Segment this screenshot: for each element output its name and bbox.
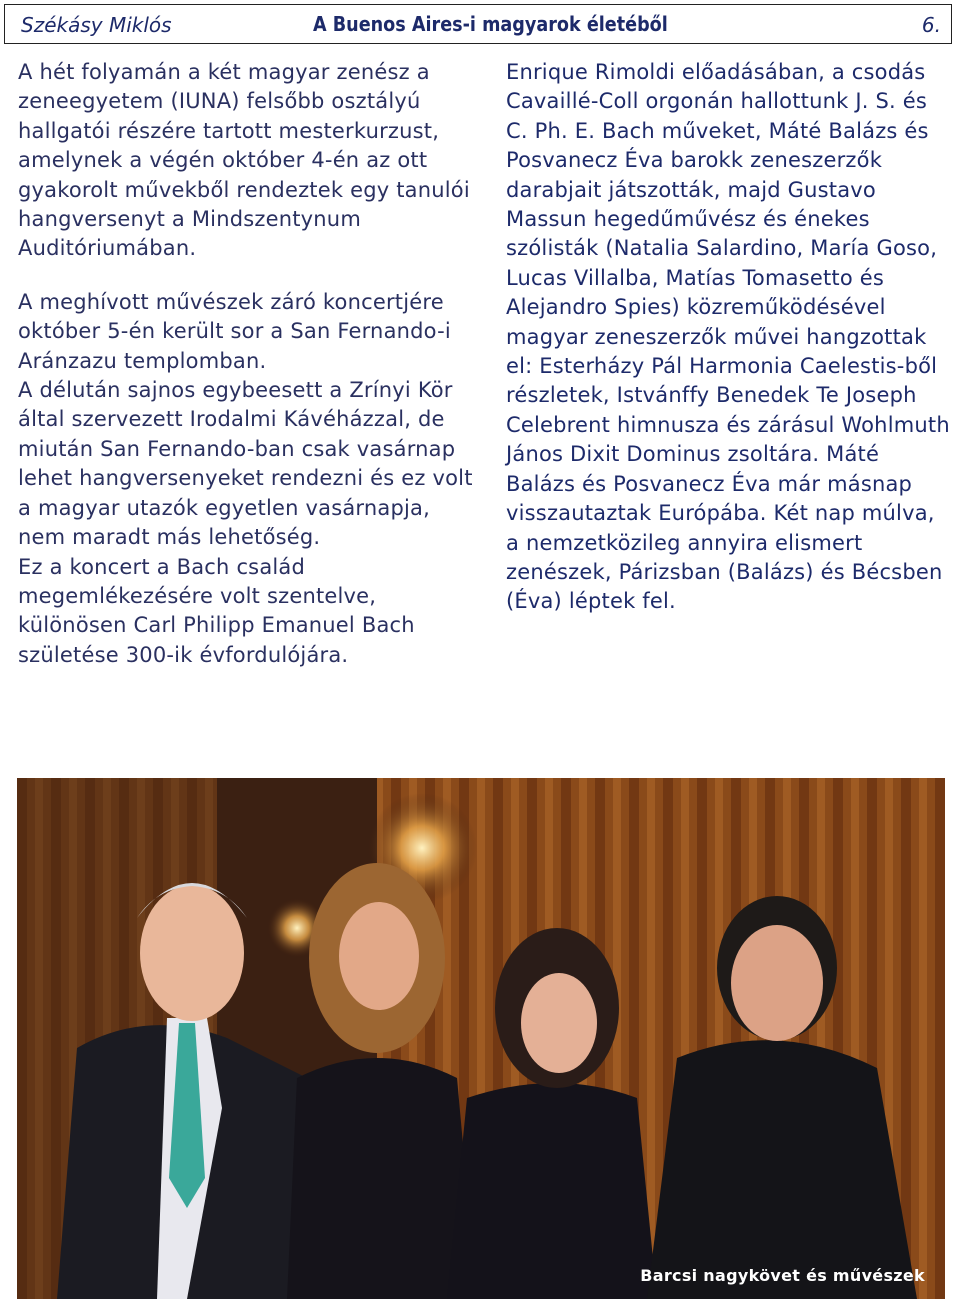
paragraph-4: Ez a koncert a Bach család megemlékezésére volt szentelve, különösen Carl Philipp Emanuel Bach születése 300-ik évfordulójára. xyxy=(18,554,415,667)
page-number: 6. xyxy=(921,13,941,37)
paragraph-5: Enrique Rimoldi előadásában, a csodás Cavaillé-Coll orgonán hallottunk J. S. és C. Ph. E. Bach műveket, Máté Balázs és Posvanecz Éva barokk zeneszerzők darabjait játszották, majd Gustavo Massun hegedűművész és énekes szólisták (Natalia Salardino, María Goso, Lucas Villalba, Matías Tomasetto és Alejandro Spies) közreműködésével magyar zeneszerzők művei hangzottak el: Esterházy Pál Harmonia Caelestis-ből részletek, Istvánffy Benedek Te Joseph Celebrent himnusza és zárásul Wohlmuth János Dixit Dominus zsoltára. Máté Balázs és Posvanecz Éva már másnap visszautaztak Európába. Két nap múlva, a nemzetközileg annyira elismert zenészek, Párizsban (Balázs) és Bécsben (Éva) léptek fel. xyxy=(506,60,950,614)
page-header xyxy=(4,4,952,44)
right-column xyxy=(506,58,954,617)
group-photo xyxy=(17,778,945,1299)
photo-illustration xyxy=(17,778,945,1299)
author-name: Székásy Miklós xyxy=(21,13,172,37)
left-column xyxy=(18,58,483,670)
paragraph-1: A hét folyamán a két magyar zenész a zeneegyetem (IUNA) felsőbb osztályú hallgatói részére tartott mesterkurzust, amelynek a végén október 4-én az ott gyakorolt művekből rendeztek egy tanulói hangversenyt a Mindszentynum Auditóriumában. xyxy=(18,60,470,261)
photo-caption: Barcsi nagykövet és művészek xyxy=(640,1266,925,1285)
paragraph-2: A meghívott művészek záró koncertjére október 5-én került sor a San Fernando-i Aránzazu templomban. xyxy=(18,289,451,373)
article-title: A Buenos Aires-i magyarok életéből xyxy=(313,12,668,36)
paragraph-3: A délután sajnos egybeesett a Zrínyi Kör által szervezett Irodalmi Kávéházzal, de miután San Fernando-ban csak vasárnap lehet hangversenyeket rendezni és ez volt a magyar utazók egyetlen vasárnapja, nem maradt más lehetőség. xyxy=(18,378,473,550)
